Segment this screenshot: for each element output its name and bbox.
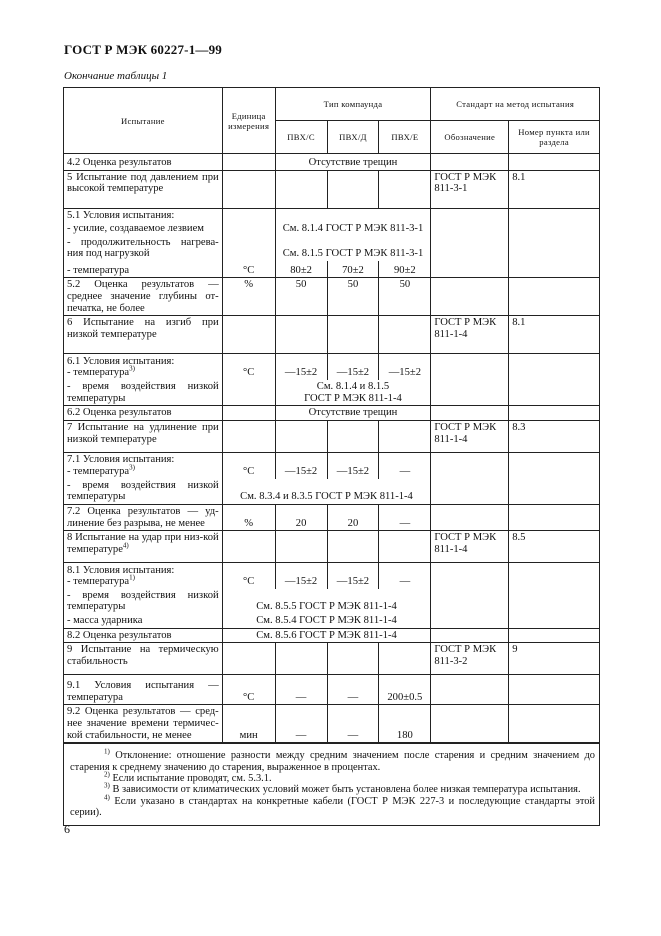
standard-clause: 8.3 xyxy=(509,421,600,453)
test-name: 9.2 Оценка результатов — сред-нее значение времени термичес-кой стабильности, не менее xyxy=(64,705,223,743)
value-pvc-e: — xyxy=(379,563,431,589)
table-row xyxy=(64,479,600,505)
test-name: 6.1 Условия испытания: - температура$^{3)}$ xyxy=(64,354,223,380)
standard-clause: 9 xyxy=(509,643,600,675)
table-row xyxy=(64,208,600,222)
standard-designation: ГОСТ Р МЭК 811-1-4 xyxy=(431,531,509,563)
table-row xyxy=(64,354,600,380)
merged-value: См. 8.1.4 и 8.1.5 ГОСТ Р МЭК 811-1-4 xyxy=(275,380,431,406)
value-pvc-d: 50 xyxy=(327,278,379,316)
standard-designation: ГОСТ Р МЭК 811-3-1 xyxy=(431,170,509,208)
merged-value: Отсутствие трещин xyxy=(275,154,431,171)
standard-clause: 8.1 xyxy=(509,170,600,208)
footnote: $^{3)}$ В зависимости от климатических условий может быть установлена более низкая температура испытания. xyxy=(104,781,581,796)
col-header-standard: Стандарт на метод испытания xyxy=(431,88,600,121)
value-pvc-s: 50 xyxy=(275,278,327,316)
value-pvc-s: — xyxy=(275,675,327,705)
unit-value: °С xyxy=(222,453,275,479)
value-pvc-e: — xyxy=(379,505,431,531)
table-row xyxy=(64,154,600,171)
table-row xyxy=(64,675,600,705)
table-row xyxy=(64,531,600,563)
value-pvc-e: 200±0.5 xyxy=(379,675,431,705)
value-pvc-d: 20 xyxy=(327,505,379,531)
table-row xyxy=(64,261,600,278)
test-name: 7.1 Условия испытания: - температура$^{3)}$ xyxy=(64,453,223,479)
col-header-designation: Обозначение xyxy=(431,121,509,154)
merged-value: См. 8.3.4 и 8.3.5 ГОСТ Р МЭК 811-1-4 xyxy=(222,479,431,505)
value-pvc-e: —15±2 xyxy=(379,354,431,380)
standard-designation: ГОСТ Р МЭК 811-1-4 xyxy=(431,421,509,453)
unit-value: мин xyxy=(222,705,275,743)
test-table xyxy=(63,87,600,826)
footnote: $^{1)}$ Отклонение: отношение разности между средним значением после старения и средним значением до старения к среднему значению до старения, выраженное в процентах. xyxy=(70,747,595,773)
value-pvc-d: —15±2 xyxy=(327,354,379,380)
value-pvc-e: 90±2 xyxy=(379,261,431,278)
col-header-test: Испытание xyxy=(64,88,223,154)
table-row xyxy=(64,406,600,421)
page-number: 6 xyxy=(64,822,70,836)
value-pvc-e: 180 xyxy=(379,705,431,743)
table-row xyxy=(64,236,600,261)
merged-value: См. 8.5.4 ГОСТ Р МЭК 811-1-4 xyxy=(222,614,431,628)
value-pvc-e: 50 xyxy=(379,278,431,316)
unit-value: °С xyxy=(222,261,275,278)
table-row xyxy=(64,278,600,316)
table-row xyxy=(64,589,600,614)
table-row xyxy=(64,222,600,236)
merged-value: См. 8.5.6 ГОСТ Р МЭК 811-1-4 xyxy=(222,628,431,643)
table-row xyxy=(64,316,600,354)
test-name: 5.2 Оценка результатов — среднее значение глубины от-печатка, не более xyxy=(64,278,223,316)
table-row xyxy=(64,563,600,589)
table-row xyxy=(64,628,600,643)
unit-value: °С xyxy=(222,563,275,589)
test-name: 5 Испытание под давлением при высокой температуре xyxy=(64,170,223,208)
value-pvc-d: —15±2 xyxy=(327,453,379,479)
value-pvc-s: —15±2 xyxy=(275,563,327,589)
test-name: 8.1 Условия испытания: - температура$^{1)}$ xyxy=(64,563,223,589)
test-name: - время воздействия низкой температуры xyxy=(64,589,223,614)
test-name: 5.1 Условия испытания: xyxy=(64,208,223,222)
test-name: 6 Испытание на изгиб при низкой температуре xyxy=(64,316,223,354)
merged-value: См. 8.1.5 ГОСТ Р МЭК 811-3-1 xyxy=(275,236,431,261)
value-pvc-s: 80±2 xyxy=(275,261,327,278)
col-header-pvc-e: ПВХ/Е xyxy=(379,121,431,154)
value-pvc-s: —15±2 xyxy=(275,453,327,479)
merged-value: См. 8.5.5 ГОСТ Р МЭК 811-1-4 xyxy=(222,589,431,614)
value-pvc-s: —15±2 xyxy=(275,354,327,380)
col-header-compound-type: Тип компаунда xyxy=(275,88,431,121)
table-row xyxy=(64,643,600,675)
footnotes xyxy=(64,743,600,825)
table-row xyxy=(64,380,600,406)
unit-value: % xyxy=(222,505,275,531)
value-pvc-d: 70±2 xyxy=(327,261,379,278)
table-row xyxy=(64,505,600,531)
test-name: 8 Испытание на удар при низ-кой температуре$^{4)}$ xyxy=(64,531,223,563)
col-header-pvc-d: ПВХ/Д xyxy=(327,121,379,154)
table-row xyxy=(64,453,600,479)
document-header: ГОСТ Р МЭК 60227-1—99 xyxy=(64,42,223,57)
standard-clause: 8.5 xyxy=(509,531,600,563)
test-name: 7.2 Оценка результатов — уд-линение без разрыва, не менее xyxy=(64,505,223,531)
test-name: 8.2 Оценка результатов xyxy=(64,628,223,643)
test-name: 9 Испытание на термическую стабильность xyxy=(64,643,223,675)
col-header-unit: Единица измерения xyxy=(222,88,275,154)
test-name: - время воздействия низкой температуры xyxy=(64,380,223,406)
table-row xyxy=(64,705,600,743)
table-row xyxy=(64,170,600,208)
test-name: 4.2 Оценка результатов xyxy=(64,154,223,171)
test-name: - усилие, создаваемое лезвием xyxy=(64,222,223,236)
unit-value: °С xyxy=(222,354,275,380)
col-header-clause: Номер пункта или раздела xyxy=(509,121,600,154)
col-header-pvc-s: ПВХ/С xyxy=(275,121,327,154)
test-name: - температура xyxy=(64,261,223,278)
table-row xyxy=(64,614,600,628)
footnote: $^{4)}$ Если указано в стандартах на конкретные кабели (ГОСТ Р МЭК 227-3 и последующие стандарты этой серии). xyxy=(70,793,595,819)
value-pvc-d: — xyxy=(327,705,379,743)
test-name: 6.2 Оценка результатов xyxy=(64,406,223,421)
value-pvc-e: — xyxy=(379,453,431,479)
footnote: $^{2)}$ Если испытание проводят, см. 5.3.1. xyxy=(104,770,272,784)
standard-designation: ГОСТ Р МЭК 811-1-4 xyxy=(431,316,509,354)
test-name: - масса ударника xyxy=(64,614,223,628)
value-pvc-d: — xyxy=(327,675,379,705)
merged-value: См. 8.1.4 ГОСТ Р МЭК 811-3-1 xyxy=(275,222,431,236)
merged-value: Отсутствие трещин xyxy=(275,406,431,421)
test-name: - время воздействия низкой температуры xyxy=(64,479,223,505)
test-name: 7 Испытание на удлинение при низкой температуре xyxy=(64,421,223,453)
unit-value: % xyxy=(222,278,275,316)
value-pvc-d: —15±2 xyxy=(327,563,379,589)
standard-clause: 8.1 xyxy=(509,316,600,354)
test-name: 9.1 Условия испытания — температура xyxy=(64,675,223,705)
table-continuation-caption: Окончание таблицы 1 xyxy=(64,70,168,82)
value-pvc-s: 20 xyxy=(275,505,327,531)
unit-value: °С xyxy=(222,675,275,705)
table-row xyxy=(64,421,600,453)
standard-designation: ГОСТ Р МЭК 811-3-2 xyxy=(431,643,509,675)
value-pvc-s: — xyxy=(275,705,327,743)
test-name: - продолжительность нагрева-ния под нагрузкой xyxy=(64,236,223,261)
